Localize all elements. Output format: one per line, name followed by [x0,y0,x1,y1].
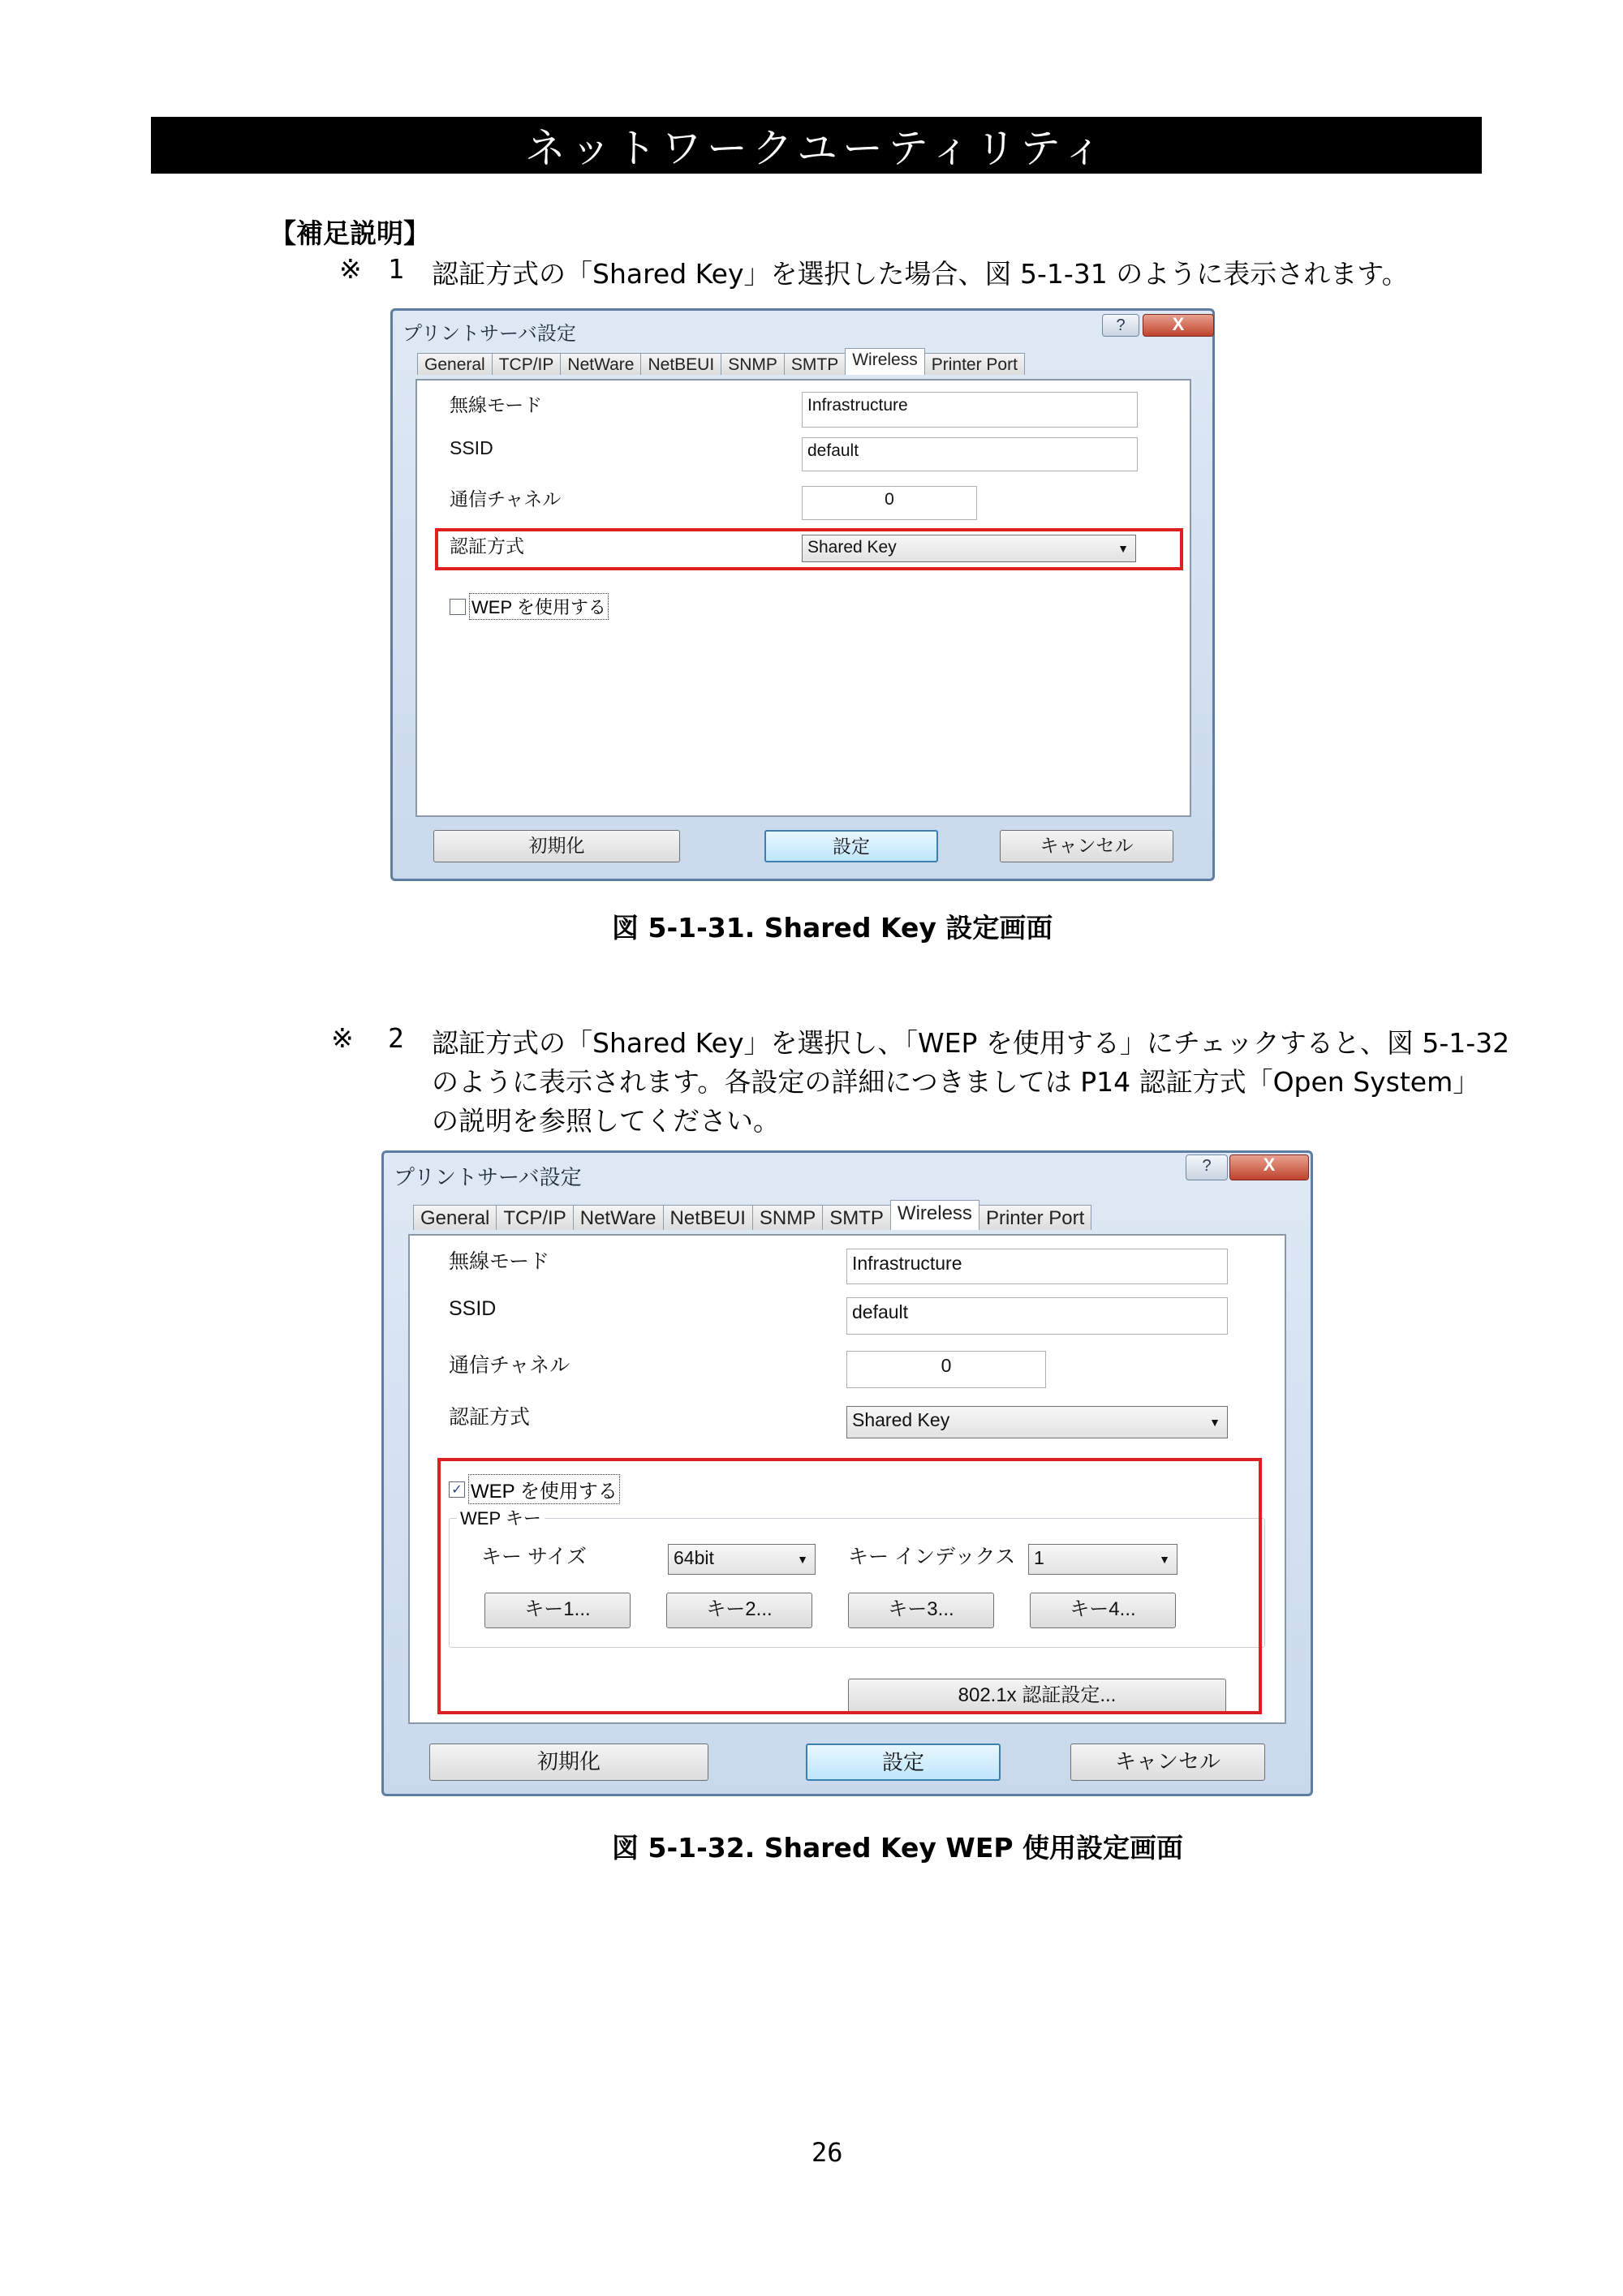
tab-netbeui[interactable]: NetBEUI [663,1205,753,1230]
auth-method-value: Shared Key [807,538,897,557]
wireless-mode-label: 無線モード [450,394,543,415]
chevron-down-icon: ▼ [1159,1553,1170,1566]
note1-mark: ※ [339,253,362,285]
note1-number: 1 [388,253,404,285]
ssid-label: SSID [449,1297,497,1320]
key3-button[interactable]: キー3... [848,1593,994,1628]
key-size-value: 64bit [674,1547,714,1568]
tab-strip [417,350,1024,375]
ssid-label: SSID [450,437,493,458]
checkmark-icon[interactable]: ✓ [449,1481,465,1498]
section-title: ネットワークユーティリティ [525,125,1108,172]
cancel-button[interactable]: キャンセル [1070,1743,1265,1781]
set-button[interactable]: 設定 [806,1743,1001,1781]
tab-netware[interactable]: NetWare [573,1205,664,1230]
tab-printer-port[interactable]: Printer Port [924,353,1025,375]
cancel-button[interactable]: キャンセル [1000,830,1173,862]
tab-printer-port[interactable]: Printer Port [979,1205,1091,1230]
tab-snmp[interactable]: SNMP [721,353,785,375]
auth-method-label: 認証方式 [449,1406,531,1429]
dialog-title: プリントサーバ設定 [403,323,576,345]
wireless-mode-label: 無線モード [449,1250,550,1273]
supplement-heading: 【補足説明】 [269,217,430,249]
note2-number: 2 [388,1022,404,1054]
wireless-mode-field[interactable]: Infrastructure [802,392,1138,428]
key-index-label: キー インデックス [848,1546,1016,1568]
close-button[interactable]: X [1143,314,1214,337]
tab-snmp[interactable]: SNMP [752,1205,823,1230]
tab-smtp[interactable]: SMTP [822,1205,891,1230]
note2-line1: 認証方式の「Shared Key」を選択し、「WEP を使用する」にチェックすると、図 5-1-32 [432,1027,1510,1059]
section-title-bar [151,117,1482,174]
set-button[interactable]: 設定 [764,830,938,862]
key2-button[interactable]: キー2... [666,1593,812,1628]
key-index-value: 1 [1034,1547,1044,1568]
chevron-down-icon: ▼ [1117,542,1129,555]
ieee8021x-auth-settings-button[interactable]: 802.1x 認証設定... [848,1679,1226,1714]
help-button[interactable]: ? [1102,314,1139,337]
channel-input[interactable]: 0 [846,1351,1046,1388]
use-wep-checkbox[interactable] [450,593,609,620]
tab-netware[interactable]: NetWare [560,353,641,375]
note2-line2: のように表示されます。各設定の詳細につきましては P14 認証方式「Open System」 [432,1066,1480,1098]
note2-mark: ※ [331,1022,354,1054]
wep-key-group-title: WEP キー [457,1505,545,1530]
note1-text: 認証方式の「Shared Key」を選択した場合、図 5-1-31 のように表示されます。 [432,258,1409,290]
chevron-down-icon: ▼ [1209,1416,1220,1429]
key4-button[interactable]: キー4... [1030,1593,1176,1628]
key1-button[interactable]: キー1... [484,1593,631,1628]
highlight-frame [435,528,1183,570]
highlight-frame [437,1458,1262,1714]
figure-caption-2: 図 5-1-32. Shared Key WEP 使用設定画面 [612,1832,1184,1864]
use-wep-label: WEP を使用する [468,1474,620,1504]
tab-general[interactable]: General [413,1205,497,1230]
channel-label: 通信チャネル [450,488,562,510]
channel-label: 通信チャネル [449,1354,570,1377]
auth-method-value: Shared Key [852,1409,950,1430]
key-size-label: キー サイズ [481,1546,587,1568]
channel-input[interactable]: 0 [802,486,977,520]
tab-strip [413,1202,1091,1230]
dialog-title: プリントサーバ設定 [394,1165,582,1189]
ssid-input[interactable]: default [802,437,1138,471]
initialize-button[interactable]: 初期化 [433,830,680,862]
chevron-down-icon: ▼ [797,1553,808,1566]
print-server-settings-dialog-1 [390,308,1215,881]
page-number: 26 [812,2137,843,2168]
tab-wireless[interactable]: Wireless [845,348,925,375]
wireless-panel [415,379,1191,817]
ssid-input[interactable]: default [846,1297,1228,1335]
note2-line3: の説明を参照してください。 [432,1105,780,1137]
print-server-settings-dialog-2 [381,1150,1313,1796]
auth-method-label: 認証方式 [450,535,524,557]
tab-tcpip[interactable]: TCP/IP [492,353,562,375]
close-button[interactable]: X [1229,1154,1309,1180]
tab-general[interactable]: General [417,353,493,375]
auth-method-select[interactable] [846,1406,1228,1438]
use-wep-label: WEP を使用する [469,593,609,620]
help-button[interactable]: ? [1186,1154,1228,1180]
checkbox-box[interactable] [450,599,466,615]
tab-wireless[interactable]: Wireless [890,1200,979,1230]
wireless-mode-field[interactable]: Infrastructure [846,1249,1228,1284]
figure-caption-1: 図 5-1-31. Shared Key 設定画面 [612,912,1053,944]
tab-tcpip[interactable]: TCP/IP [496,1205,573,1230]
tab-smtp[interactable]: SMTP [784,353,846,375]
initialize-button[interactable]: 初期化 [429,1743,708,1781]
tab-netbeui[interactable]: NetBEUI [640,353,721,375]
